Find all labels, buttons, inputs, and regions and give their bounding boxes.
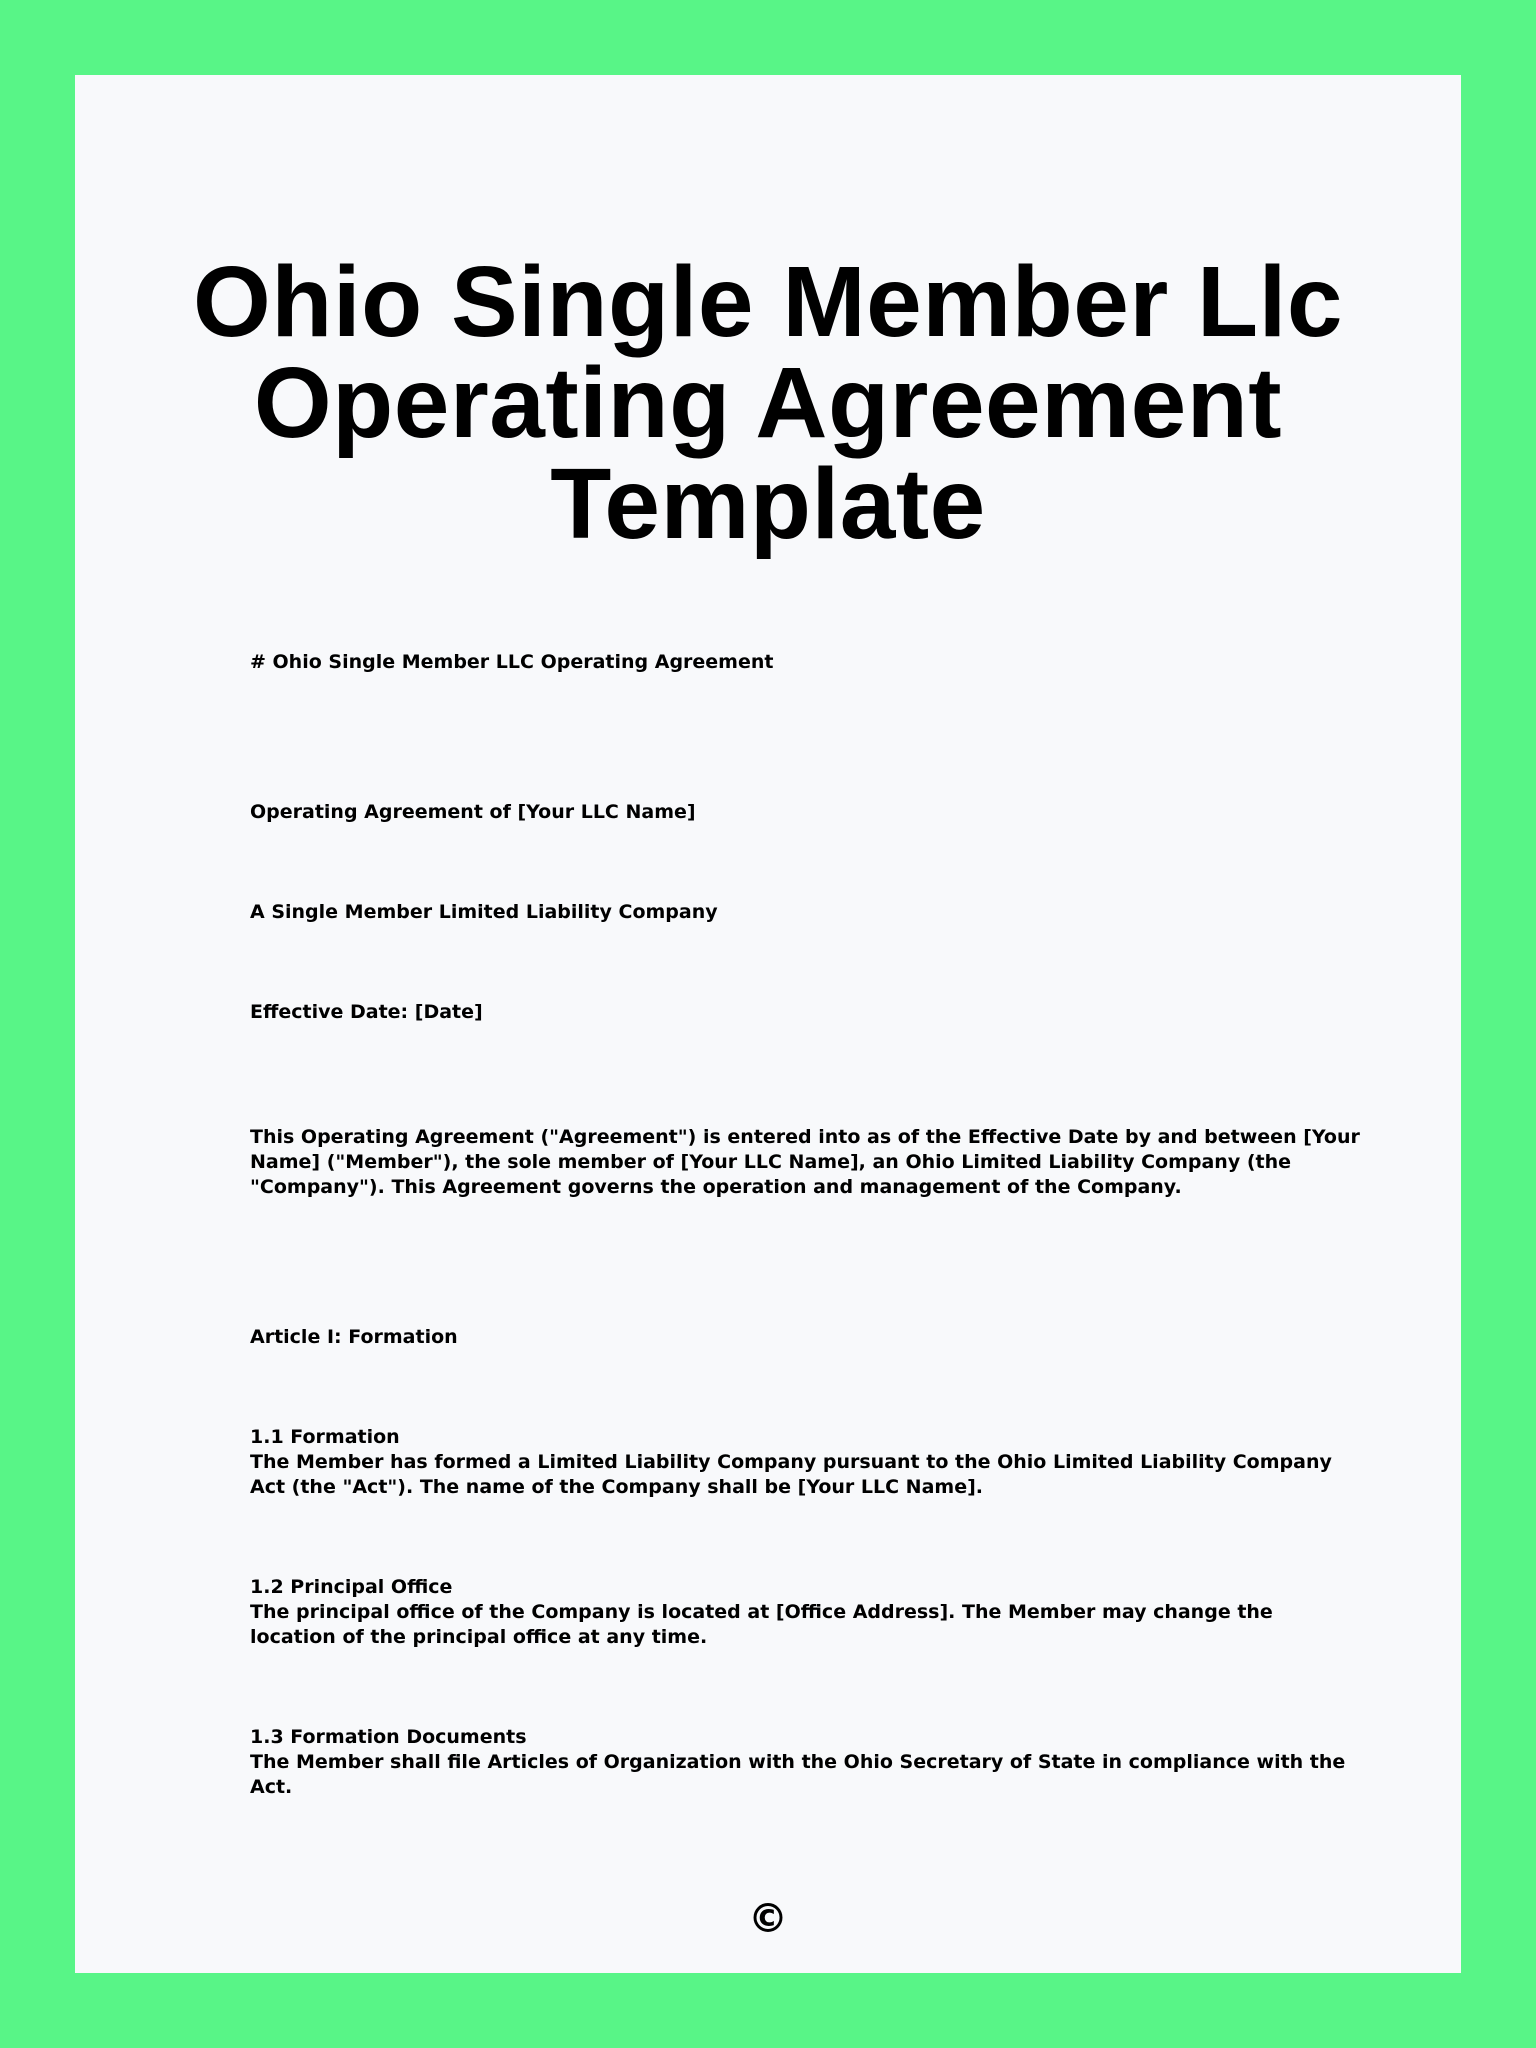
section-1-1	[250, 1425, 1360, 1500]
company-type-line: A Single Member Limited Liability Company	[250, 901, 718, 923]
section-1-3	[250, 1725, 1360, 1800]
markdown-heading: # Ohio Single Member LLC Operating Agreement	[250, 651, 774, 673]
section-heading: 1.3 Formation Documents	[250, 1726, 527, 1748]
article-1-heading: Article I: Formation	[250, 1326, 458, 1348]
section-body: The Member shall file Articles of Organization with the Ohio Secretary of State in compliance with the Act.	[250, 1751, 1346, 1798]
section-heading: 1.2 Principal Office	[250, 1576, 453, 1598]
section-body: The principal office of the Company is located at [Office Address]. The Member may change the location of the principal office at any time.	[250, 1601, 1273, 1648]
section-1-2	[250, 1575, 1360, 1650]
section-body: The Member has formed a Limited Liability Company pursuant to the Ohio Limited Liability Company Act (the "Act"). The name of the Company shall be [Your LLC Name].	[250, 1451, 1332, 1498]
section-heading: 1.1 Formation	[250, 1426, 400, 1448]
intro-paragraph: This Operating Agreement ("Agreement") is entered into as of the Effective Date by and between [Your Name] ("Member"), the sole member of [Your LLC Name], an Ohio Limited Liability Company (the "Company"). This Agreement governs the operation and management of the Company.	[250, 1126, 1360, 1198]
document-page	[75, 75, 1461, 1973]
document-title: Ohio Single Member Llc Operating Agreement Template	[192, 246, 1344, 560]
effective-date-line: Effective Date: [Date]	[250, 1001, 483, 1023]
copyright-icon: ©	[748, 1896, 788, 1942]
agreement-of-line: Operating Agreement of [Your LLC Name]	[250, 801, 696, 823]
